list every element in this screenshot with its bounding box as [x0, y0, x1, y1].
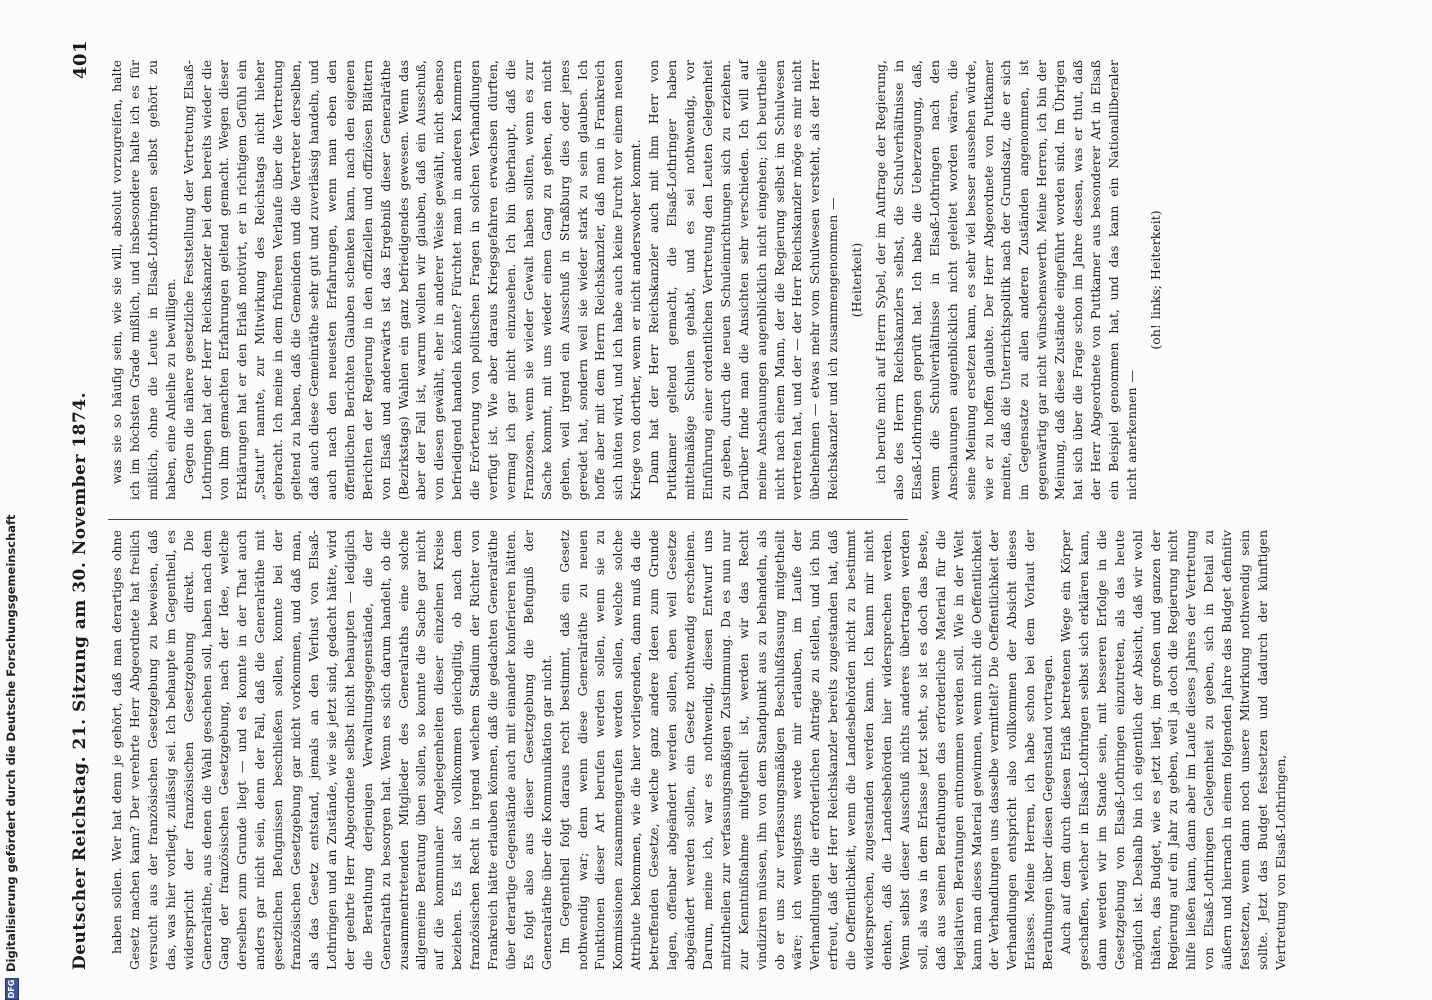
credit-strip	[2, 0, 28, 1000]
right-column	[108, 60, 1171, 500]
credit-line	[4, 0, 19, 1000]
dfg-logo: DFG	[5, 978, 19, 1000]
interjection: (Heiterkeit)	[849, 242, 865, 318]
paragraph: Auch auf dem durch diesen Erlaß betretenen Wege ein Körper geschaffen, welcher in Elsaß-Lothringen selbst sich erklären kann, dann werden wir im Stande sein, mit besseren Erfolge in die Gesetzgebung von Elsaß-Lothringen einzutreten, als das heute möglich ist. Deshalb bin ich eigentlich der Absicht, daß wir wohl thäten, das Budget, wie es jetzt liegt, im großen und ganzen der Regierung auf ein Jahr zu geben, weil ja doch die Regierung nicht hilfe ließen kann, dann aber im Laufe dieses Jahres der Vertretung von Elsaß-Lothringen Gelegenheit zu geben, sich in Detail zu äußern und hiernach in einem folgenden Jahre das Budget definitiv festsetzen, wenn dann noch unsere Mitwirkung nothwendig sein sollte. Jetzt das Budget festsetzen und dadurch der künftigen Vertretung von Elsaß-Lothringen,	[1058, 530, 1288, 970]
rotated-scan	[60, 0, 1432, 1000]
interjection: (oh! links; Heiterkeit)	[1147, 210, 1163, 350]
page-header	[60, 40, 100, 970]
paragraph: Dann hat der Herr Reichskanzler auch mit ihm Herr von Puttkamer geltend gemacht, die Elsaß-Lothringer haben mittelmäßige Schulen gehabt, und es sei nothwendig, vor Einführung einer ordentlichen Vertretung den Leuten Gelegenheit zu geben, durch die neuen Schuleinrichtungen sich zu erziehen. Darüber finde man die Ansichten sehr verschieden. Ich will auf meine Anschauungen augenblicklich nicht eingehen; ich beurtheile nicht nach einem Mann, der die Regierung selbst im Schulwesen vertreten hat, und der — der Herr Reichskanzler möge es mir nicht übelnehmen — etwas mehr vom Schulwesen versteht, als der Herr Reichskanzler und ich zusammengenommen —	[646, 60, 841, 500]
paragraph: haben sollen. Wer hat denn je gehört, daß man derartiges ohne Gesetz machen kann? Der verehrte Herr Abgeordnete hat freilich versucht aus der französischen Gesetzgebung zu beweisen, daß das, was hier vorliegt, zulässig sei. Ich behaupte im Gegentheil, es widerspricht der französischen Gesetzgebung direkt. Die Generalräthe, aus denen die Wahl geschehen soll, haben nach dem Gang der französischen Gesetzgebung, nach der Idee, welche derselben zum Grunde liegt — und es konnte in der That auch anders gar nicht sein, denn der Fall, daß die Generalräthe mit gesetzlichen Befugnissen beschließen sollen, konnte bei der französischen Gesetzgebung gar nicht vorkommen, und daß man, als das Gesetz entstand, jemals an den Verlust von Elsaß-Lothringen und an Zustände, wie sie jetzt sind, gedacht hätte, wird der geehrte Herr Abgeordnete selbst nicht behaupten — lediglich die Berathung derjenigen Verwaltungsgegenstände, die der Generalrath zu besorgen hat. Wenn es sich darum handelt, ob die zusammentretenden Mitglieder des Generalraths eine solche allgemeine Beratung üben sollen, so konnte die Sache gar nicht auf die kommunaler Angelegenheiten dieser einzelnen Kreise beziehen. Es ist also vollkommen gleichgiltig, ob nach dem französischen Recht in irgend welchem Stadium der Richter von Frankreich hätte erlauben können, daß die gedachten Generalräthe über derartige Gegenstände auch mit einander konferieren hätten. Es folgt also aus dieser Gesetzgebung die Befugniß der Generalräthe über die Kommunikation gar nicht.	[109, 530, 554, 970]
paragraph: was sie so häufig sein, wie sie will, absolut vorzugreifen, halte ich im höchsten Grade mißlich, und insbesondere halte ich es für mißlich, ohne die Leute in Elsaß-Lothringen selbst gehört zu haben, eine Anleihe zu bewilligen.	[109, 60, 178, 500]
column-divider	[108, 519, 908, 520]
paragraph: Gegen die nähere gesetzliche Feststellung der Vertretung Elsaß-Lothringen hat der Herr Reichskanzler bei dem bereits wieder die von ihm gemachten Erfahrungen geltend gemacht. Wegen dieser Erklärungen hat er den Erlaß motivirt, er in richtigem Gefühl ein „Statut“ nannte, zur Mitwirkung des Reichstags nicht hieher gebracht. Ich meine in dem früheren Verlaufe über die Vertretung geltend zu haben, daß die Gemeinden und die Vertreter derselben, daß auch diese Gemeinräthe sehr gut und zuverlässig handeln, und auch nach den neuesten Erfahrungen, wenn man eben den öffentlichen Berichten Glauben schenken kann, nach den eigenen Berichten der Regierung in den offiziellen und offiziösen Blättern von Elsaß und anderwärts ist das Ergebniß dieser Generalräthe (Bezirkstags) Wahlen ein ganz befriedigendes gewesen. Wenn das aber der Fall ist, warum wollen wir glauben, daß ein Ausschuß, von diesen gewählt, eher in anderer Weise gewählt, nicht ebenso befriedigend handeln könnte? Fürchtet man in anderen Kammern die Erörterung von politischen Fragen in solchen Verhandlungen verfügt ist. Wie aber daraus Kriegsgefahren erwachsen dürften, vermag ich gar nicht einzusehen. Ich bin überhaupt, daß die Franzosen, wenn sie wieder Gewalt haben sollten, wenn es zur Sache kommt, mit uns wieder einen Gang zu gehen, den nicht gehen, weil irgend ein Ausschuß in Straßburg dies oder jenes geredet hat, sondern weil sie wieder stark zu sein glauben. Ich hoffe aber mit dem Herrn Reichskanzler, daß man in Frankreich sich hüten wird, und ich habe auch keine Furcht vor einem neuen Kriege von dorther, wenn er nicht anderswoher kommt.	[180, 60, 644, 500]
header-title: Deutscher Reichstag. 21. Sitzung am 30. November 1874.	[70, 391, 90, 970]
credit-text: Digitalisierung gefördert durch die Deutsche Forschungsgemeinschaft	[4, 514, 18, 972]
paragraph: ich berufe mich auf Herrn Sybel, der im Auftrage der Regierung, also des Herrn Reichskanzlers selbst, die Schulverhältnisse in Elsaß-Lothringen geprüft hat. Ich habe die Ueberzeugung, daß, wenn die Schulverhältnisse in Elsaß-Lothringen nach den Anschauungen augenblicklich nicht geleitet worden wären, die seine Meinung ersetzen kann, es sehr viel besser aussehen würde, wie er zu hoffen glaubte. Der Herr Abgeordnete von Puttkamer meinte, daß die Unterrichtspolitik nach der Grundsatz, die er sich im Gegensatze zu allen anderen Zuständen angenommen, ist gegenwärtig gar nicht wünschenswerth. Meine Herren, ich bin der Meinung, daß diese Zustände eingeführt worden sind. Im Übrigen hat sich über die Frage schon im Jahre dessen, was er thut, daß der Herr Abgeordnete von Puttkamer aus besonderer Art in Elsaß ein Beispiel genommen hat, und das kann ein Nationalliberaler nicht anerkennen —	[873, 60, 1139, 500]
left-column	[108, 530, 1290, 970]
paragraph: Im Gegentheil folgt daraus recht bestimmt, daß ein Gesetz nothwendig war; denn wenn diese Generalräthe zu neuen Funktionen dieser Art berufen werden sollen, wenn sie zu Kommissionen zusammengerufen werden sollen, welche solche Attribute bekommen, wie die hier vorliegenden, dann muß da die betreffenden Gesetze, welche ganz andere Ideen zum Grunde lagen, offenbar abgeändert werden sollen, eben weil Gesetze abgeändert werden sollen, ein Gesetz nothwendig erscheinen. Darum, meine ich, war es nothwendig, diesen Entwurf uns mitzutheilen zur verfassungsmäßigen Zustimmung. Da es nun nur zur Kenntnißnahme mitgetheilt ist, werden wir das Recht vindiziren müssen, ihn von dem Standpunkt aus zu behandeln, als ob er uns zur verfassungsmäßigen Beschlußfassung mitgetheilt wäre; ich wenigstens werde mir erlauben, im Laufe der Verhandlungen die erforderlichen Anträge zu stellen, und ich bin erfreut, daß der Herr Reichskanzler bereits zugestanden hat, daß die Oeffentlichkeit, wenn die Landesbehörden nicht zu bestimmt widersprechen, zugestanden werden kann. Ich kann mir nicht denken, daß die Landesbehörden hier widersprechen werden. Wenn selbst dieser Ausschuß nichts anderes übertragen werden soll, als was in dem Erlasse jetzt steht, so ist es doch das Beste, daß aus seinen Berathungen das erforderliche Material für die legislativen Beratungen entnommen werden soll. Wie in der Welt kann man dieses Material gewinnen, wenn nicht die Oeffentlichkeit der Verhandlungen uns dasselbe vermittelt? Die Oeffentlichkeit der Verhandlungen entspricht also vollkommen der Absicht dieses Erlasses. Meine Herren, ich habe schon bei dem Vorlaut der Berathungen über diesen Gegenstand vortragen.	[556, 530, 1056, 970]
page-number: 401	[69, 40, 91, 80]
